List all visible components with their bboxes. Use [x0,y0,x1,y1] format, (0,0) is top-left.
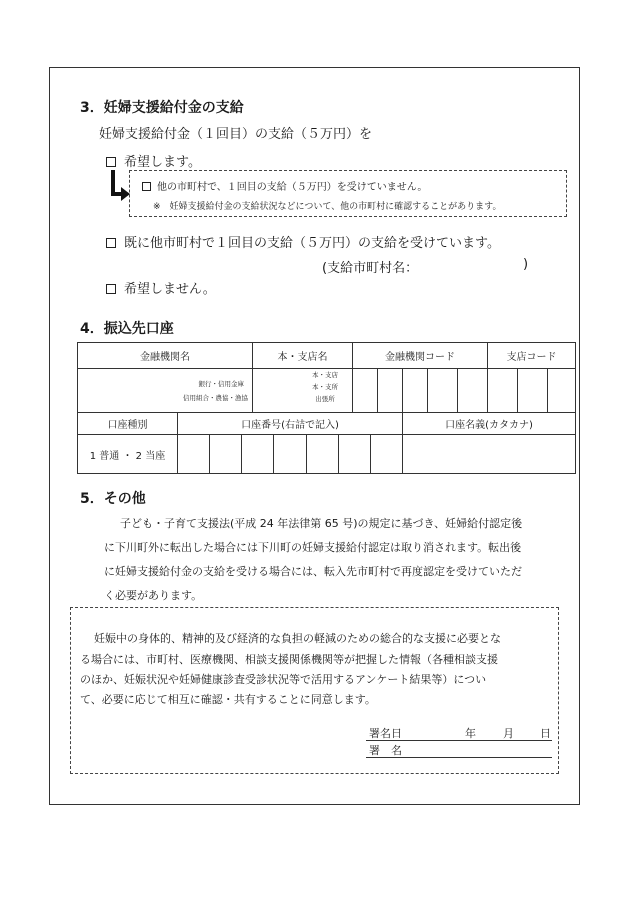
checkbox-already[interactable] [106,238,116,248]
option-wish-label: 希望します。 [124,155,201,170]
col-account-holder: 口座名義(カタカナ) [403,413,576,435]
branch-code-digit[interactable] [548,369,576,413]
signature-underline [366,757,552,758]
sub-option[interactable] [142,178,427,193]
bank-name-cell[interactable] [78,369,253,413]
section5-heading: 5．その他 [80,491,146,507]
account-number-digit[interactable] [178,435,209,473]
bank-code-digit[interactable] [353,369,378,413]
option-wish[interactable] [106,151,201,170]
account-holder-input[interactable] [403,435,576,474]
municipality-close: ) [523,257,529,272]
section3-heading: 3．妊婦支援給付金の支給 [80,100,244,116]
section3-intro: 妊婦支援給付金（１回目）の支給（５万円）を [99,127,373,142]
month-label: 月 [503,727,514,740]
account-number-cells[interactable] [178,435,403,474]
branch-code-digit[interactable] [488,369,518,413]
section5-line-1: 子ども・子育て支援法(平成 24 年法律第 65 号)の規定に基づき、妊婦給付認定後 [120,517,523,530]
branch-type-2: 本・支所 [312,383,338,391]
account-number-digit[interactable] [338,435,370,473]
branch-type-1: 本・支店 [312,371,338,379]
sign-date-label: 署名日 [369,727,402,740]
signature-label: 署 名 [369,744,402,757]
option-already[interactable] [106,232,500,251]
bank-code-digit[interactable] [378,369,403,413]
col-bank-name: 金融機関名 [78,343,253,369]
arrow-down-right-icon [109,170,131,208]
bank-code-digit[interactable] [428,369,458,413]
branch-name-cell[interactable] [253,369,353,413]
municipality-label: (支給市町村名： [322,261,419,276]
branch-code-digit[interactable] [518,369,548,413]
bank-types-2: 信用組合・農協・漁協 [183,393,248,402]
bank-account-table [77,342,576,474]
account-number-digit[interactable] [370,435,402,473]
section5-line-4: く必要があります。 [104,589,203,602]
option-already-label: 既に他市町村で１回目の支給（５万円）の支給を受けています。 [124,236,500,251]
col-branch-code: 支店コード [488,343,576,369]
account-number-digit[interactable] [209,435,241,473]
signature-input[interactable] [410,740,550,757]
col-branch: 本・支店名 [253,343,353,369]
col-account-number: 口座番号(右詰で記入) [178,413,403,435]
checkbox-wish[interactable] [106,157,116,167]
checkbox-sub-option[interactable] [142,182,151,191]
account-number-digit[interactable] [241,435,273,473]
section5-line-3: に妊婦支援給付金の支給を受ける場合には、転入先市町村で再度認定を受けていただ [104,565,522,578]
consent-line-1: 妊娠中の身体的、精神的及び経済的な負担の軽減のための総合的な支援に必要とな [94,632,501,645]
consent-line-2: る場合には、市町村、医療機関、相談支援関係機関等が把握した情報（各種相談支援 [80,653,498,666]
sub-note: ※ 妊婦支援給付金の支給状況などについて、他の市町村に確認することがあります。 [153,202,502,212]
branch-types [298,369,352,405]
checkbox-no[interactable] [106,284,116,294]
account-number-digit[interactable] [306,435,338,473]
section5-line-2: に下川町外に転出した場合には下川町の妊婦支援給付認定は取り消されます。転出後 [104,541,522,554]
branch-type-3: 出張所 [315,395,335,403]
col-account-type: 口座種別 [78,413,178,435]
sign-date-input[interactable] [410,722,550,739]
account-type-options[interactable]: 1 普通 ・ 2 当座 [78,435,178,474]
consent-line-3: のほか、妊娠状況や妊婦健康診査受診状況等で活用するアンケート結果等）につい [80,673,487,686]
option-no-label: 希望しません。 [124,282,216,297]
account-number-digit[interactable] [273,435,305,473]
consent-line-4: て、必要に応じて相互に確認・共有することに同意します。 [80,693,376,706]
option-no[interactable] [106,278,216,297]
bank-code-digit[interactable] [458,369,488,413]
bank-types-1: 銀行・信用金庫 [198,379,244,388]
year-label: 年 [465,727,476,740]
section4-heading: 4．振込先口座 [80,321,174,337]
sub-option-label: 他の市町村で、１回目の支給（５万円）を受けていません。 [157,182,428,193]
col-bank-code: 金融機関コード [353,343,488,369]
bank-code-digit[interactable] [403,369,428,413]
municipality-input[interactable] [425,257,520,274]
day-label: 日 [540,727,551,740]
